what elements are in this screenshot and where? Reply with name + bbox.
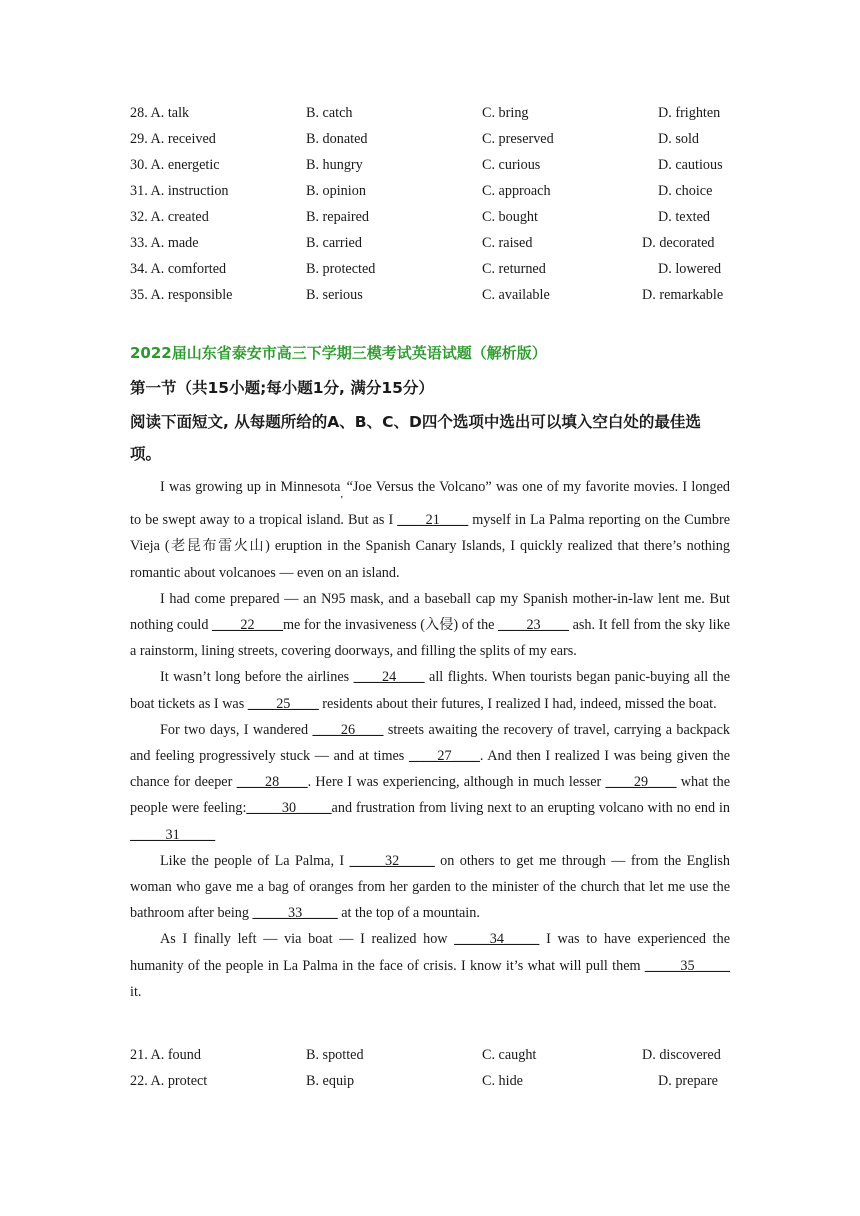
option-d: D. cautious	[658, 157, 723, 173]
option-c: C. preserved	[482, 131, 554, 147]
option-d: D. texted	[658, 209, 711, 225]
passage-text: me for the invasiveness (入侵) of the	[282, 617, 499, 634]
paragraph-6	[130, 926, 730, 1005]
blank-31: _____31_____	[130, 826, 216, 843]
option-d: D. sold	[658, 131, 699, 147]
option-row-28	[130, 102, 730, 124]
passage-text: myself in La Palma reporting on the Cumbre Vieja (老昆布雷火山) eruption in the Spanish Canary Islands, I quickly realized that there’s nothing romantic about volcanoes — even on an island.	[130, 512, 730, 581]
option-d: D. frighten	[658, 105, 721, 121]
option-row-35	[130, 284, 730, 306]
section-header: 第一节（共15小题;每小题1分, 满分15分）	[130, 379, 434, 397]
passage-text: residents about their futures, I realized I had, indeed, missed the boat.	[318, 695, 717, 712]
option-b: B. hungry	[306, 157, 363, 173]
passage-text: I had come prepared — an N95 mask, and a baseball cap my Spanish mother-in-law lent me. But nothing could	[130, 590, 730, 634]
option-a: 30. A. energetic	[130, 157, 220, 173]
passage-text: I was growing up in Minnesota	[160, 479, 341, 495]
option-a: 33. A. made	[130, 235, 199, 251]
option-row-32	[130, 206, 730, 228]
option-a: 22. A. protect	[130, 1073, 208, 1089]
passage-text: at the top of a mountain.	[337, 905, 480, 922]
option-a: 31. A. instruction	[130, 183, 229, 199]
option-c: C. curious	[482, 157, 541, 173]
passage-text: ash. It fell from the sky like a rainstorm, lining streets, covering doorways, and filling the splits of my ears.	[130, 617, 730, 660]
option-b: B. spotted	[306, 1047, 364, 1063]
option-c: C. bring	[482, 105, 529, 121]
option-row-34	[130, 258, 730, 280]
blank-34: _____34_____	[454, 931, 540, 948]
option-d: D. remarkable	[642, 287, 724, 303]
passage-text: and frustration from living next to an erupting volcano with no end in	[331, 800, 730, 817]
passage-text: I was to have experienced the humanity of the people in La Palma in the face of crisis. I know it’s what will pull them	[130, 931, 730, 974]
option-row-30	[130, 154, 730, 176]
option-c: C. raised	[482, 235, 533, 251]
paragraph-4	[130, 717, 730, 848]
passage-text: on others to get me through — from the English woman who gave me a bag of oranges from her garden to the minister of the church that let me use the bathroom after being	[130, 852, 730, 922]
option-row-33	[130, 232, 730, 254]
blank-32: _____32_____	[349, 852, 435, 869]
option-d: D. lowered	[658, 261, 722, 277]
option-a: 29. A. received	[130, 131, 216, 147]
blank-27: ____27____	[408, 748, 480, 765]
passage-text: It wasn’t long before the airlines	[160, 669, 354, 686]
option-d: D. discovered	[642, 1047, 721, 1063]
blank-35: _____35_____	[644, 957, 730, 974]
option-b: B. serious	[306, 287, 363, 303]
option-a: 35. A. responsible	[130, 287, 233, 303]
option-a: 32. A. created	[130, 209, 209, 225]
option-c: C. bought	[482, 209, 538, 225]
option-b: B. equip	[306, 1073, 355, 1089]
option-row-31	[130, 180, 730, 202]
paragraph-3	[130, 664, 730, 716]
option-b: B. opinion	[306, 183, 366, 199]
passage-text: all flights. When tourists began panic-buying all the boat tickets as I was	[130, 669, 731, 712]
blank-29: ____29____	[605, 774, 677, 791]
option-d: D. decorated	[642, 235, 715, 251]
option-a: 21. A. found	[130, 1047, 201, 1063]
passage-text: ,	[340, 488, 347, 500]
blank-23: ____23____	[498, 617, 569, 634]
option-c: C. approach	[482, 183, 551, 199]
exam-title: 2022届山东省泰安市高三下学期三模考试英语试题（解析版）	[130, 344, 547, 362]
passage-text: For two days, I wandered	[160, 721, 313, 738]
blank-33: _____33_____	[252, 905, 338, 922]
option-d: D. choice	[658, 183, 713, 199]
blank-28: ____28____	[236, 774, 308, 791]
option-row-22	[130, 1070, 730, 1092]
passage-text: streets awaiting the recovery of travel, carrying a backpack and feeling progressively stuck — and at times	[130, 721, 730, 765]
option-b: B. catch	[306, 105, 353, 121]
paragraph-2	[130, 586, 730, 665]
passage	[130, 474, 730, 1005]
option-d: D. prepare	[658, 1073, 718, 1089]
passage-text: “Joe Versus the Volcano” was one of my favorite movies. I longed to be swept away to a tropical island. But as I	[130, 479, 730, 529]
passage-text: . And then I realized I was being given the chance for deeper	[130, 748, 730, 791]
passage-text: it.	[130, 983, 142, 1000]
option-b: B. donated	[306, 131, 368, 147]
passage-text: As I finally left — via boat — I realized how	[160, 931, 455, 948]
option-c: C. caught	[482, 1047, 537, 1063]
passage-text: what the people were feeling:	[130, 774, 730, 817]
option-row-21	[130, 1044, 730, 1066]
option-c: C. returned	[482, 261, 546, 277]
blank-30: _____30_____	[246, 800, 332, 817]
option-b: B. carried	[306, 235, 362, 251]
option-b: B. repaired	[306, 209, 370, 225]
option-a: 28. A. talk	[130, 105, 190, 121]
option-row-29	[130, 128, 730, 150]
paragraph-1	[130, 474, 730, 586]
blank-24: ____24____	[353, 669, 425, 686]
blank-22: ____22____	[212, 617, 283, 634]
option-a: 34. A. comforted	[130, 261, 227, 277]
passage-text: . Here I was experiencing, although in much lesser	[307, 774, 606, 791]
blank-25: ____25____	[247, 695, 319, 712]
paragraph-5	[130, 848, 730, 927]
option-c: C. available	[482, 287, 550, 303]
instructions: 阅读下面短文, 从每题所给的A、B、C、D四个选项中选出可以填入空白处的最佳选项。	[130, 413, 701, 463]
blank-21: ____21____	[397, 512, 469, 529]
blank-26: ____26____	[312, 721, 384, 738]
option-c: C. hide	[482, 1073, 523, 1089]
option-b: B. protected	[306, 261, 376, 277]
passage-text: Like the people of La Palma, I	[160, 852, 350, 869]
